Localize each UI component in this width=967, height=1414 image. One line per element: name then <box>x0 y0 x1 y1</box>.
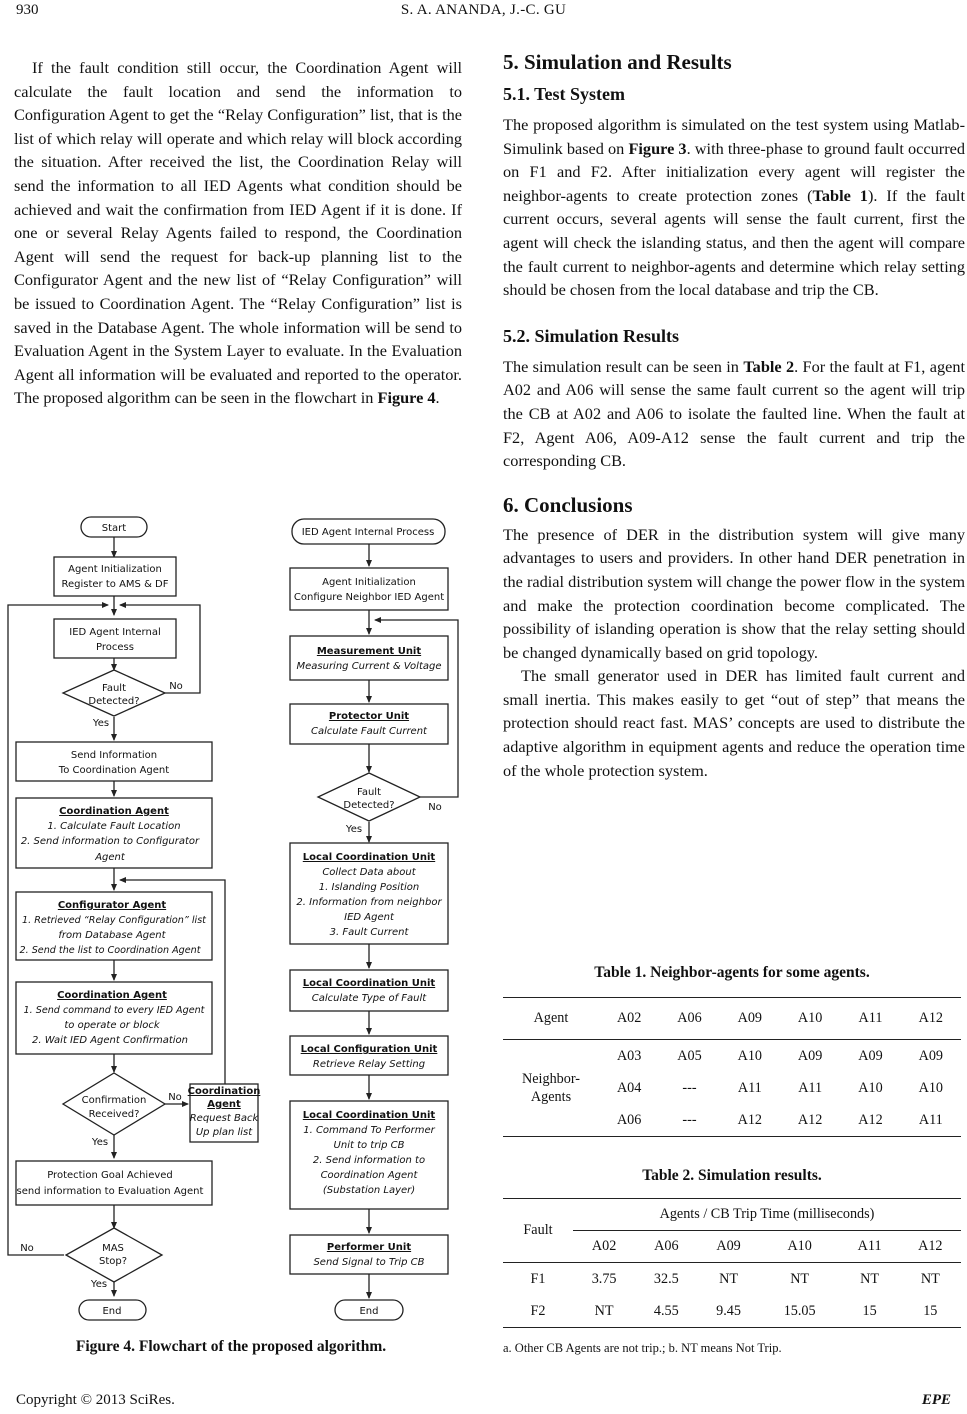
table-1-block <box>503 964 961 1137</box>
right-start-node <box>292 519 445 544</box>
table-2-col: A11 <box>840 1231 900 1263</box>
configurator-line3: 2. Send the list to Coordination Agent <box>19 945 201 956</box>
measurement-title: Measurement Unit <box>316 646 422 657</box>
left-init-box <box>54 557 176 596</box>
left-start-node <box>81 517 147 537</box>
table-2-footnote: a. Other CB Agents are not trip.; b. NT means Not Trip. <box>503 1341 782 1355</box>
table-cell: 3.75 <box>591 1270 617 1287</box>
section-6-paragraph-1: The presence of DER in the distribution system will give many advantages to users and providers. In other hand DER penetration in the radial distribution system will change the power flow in the system and make the protection coordination become complicated. The possibility of islanding operation is show that the relay setting should be changed dynamically based on grid topology. <box>503 524 965 662</box>
table-cell: 32.5 <box>653 1270 679 1287</box>
left-end-label: End <box>102 1306 122 1317</box>
left-paragraph-text: If the fault condition still occur, the Coordination Agent will calculate the fault location and send the information to Configuration Agent to get the “Relay Configuration” list, that is the list of which relay will operate and which relay will block according the situation. After received the list, the Coordination Relay will send the information to all IED Agents what condition should be achieved and wait the confirmation from IED Agent if it is done. If one or several Relay Agents failed to respond, the Coordination Agent will send the request for back-up planning list to the Configurator Agent and the new list of “Relay Configuration” will be issued to Coordination Agent. The “Relay Configuration” list is saved in the Database Agent. The whole information will be send to Evaluation Agent in the System Layer to evaluate. In the Evaluation Agent all information will be evaluated and reported to the operator. The proposed algorithm can be seen in the flowchart in <box>14 58 462 408</box>
coord2-title: Coordination Agent <box>57 990 167 1001</box>
table-2-col: A02 <box>573 1231 635 1263</box>
lcu3-line3: 2. Send information to <box>312 1155 426 1166</box>
table-cell: --- <box>682 1111 697 1128</box>
table-cell: A06 <box>616 1111 642 1128</box>
protector-line1: Calculate Fault Current <box>311 726 427 737</box>
left-fault-line2: Detected? <box>88 696 140 707</box>
right-fault-line2: Detected? <box>343 800 395 811</box>
table-row <box>503 1263 961 1295</box>
table-2-col: A12 <box>900 1231 961 1263</box>
lcu3-title: Local Coordination Unit <box>302 1110 436 1121</box>
table-row <box>503 1199 961 1231</box>
table-cell: NT <box>719 1270 738 1287</box>
configurator-line1: 1. Retrieved “Relay Configuration” list <box>22 915 206 926</box>
goal-line2: send information to Evaluation Agent <box>16 1186 204 1197</box>
left-init-line2: Register to AMS & DF <box>61 579 169 590</box>
section-5-1-paragraph <box>503 113 965 302</box>
table-1-col: A10 <box>780 998 840 1040</box>
table-cell: 15 <box>923 1302 938 1319</box>
table-2-col: A06 <box>635 1231 697 1263</box>
mas-yes-label: Yes <box>90 1279 108 1290</box>
right-end-label: End <box>359 1306 379 1317</box>
lconf-line1: Retrieve Relay Setting <box>312 1059 426 1070</box>
table-2-fault-header: Fault <box>503 1199 573 1263</box>
table-cell: F2 <box>530 1302 546 1319</box>
table-cell: --- <box>682 1079 697 1096</box>
lcu3-line1: 1. Command To Performer <box>303 1125 435 1136</box>
left-fault-no-label: No <box>169 681 183 692</box>
table-row <box>503 1040 961 1072</box>
left-start-label: Start <box>101 523 127 534</box>
coordination-agent-box-1 <box>16 798 212 868</box>
backup-line2: Up plan list <box>195 1127 253 1138</box>
coord1-title: Coordination Agent <box>59 806 169 817</box>
right-fault-yes-label: Yes <box>345 824 363 835</box>
table-1-col: A11 <box>840 998 900 1040</box>
lcu1-line5: 3. Fault Current <box>329 927 409 938</box>
section-6-heading: 6. Conclusions <box>503 492 633 517</box>
table-1-col: A02 <box>599 998 659 1040</box>
table-1 <box>503 997 961 1137</box>
table-cell: A09 <box>797 1047 823 1064</box>
left-fault-yes-label: Yes <box>92 718 110 729</box>
section-5-heading: 5. Simulation and Results <box>503 50 732 74</box>
table-2-group-header: Agents / CB Trip Time (milliseconds) <box>573 1199 961 1231</box>
table-row <box>503 1295 961 1327</box>
left-paragraph-end: . <box>435 388 440 408</box>
running-header-authors: S. A. ANANDA, J.-C. GU <box>400 2 567 18</box>
coord1-line1: 1. Calculate Fault Location <box>47 821 181 832</box>
local-coordination-unit-box-1 <box>290 843 448 944</box>
coord1-line3: Agent <box>95 852 125 863</box>
table-cell: 15 <box>862 1302 877 1319</box>
lcu3-line2: Unit to trip CB <box>333 1140 405 1151</box>
table-1-caption: Table 1. Neighbor-agents for some agents. <box>594 964 870 981</box>
backup-line1: Request Back <box>189 1113 259 1124</box>
backup-title1: Coordination <box>187 1086 261 1097</box>
table-cell: 9.45 <box>716 1302 741 1319</box>
left-fault-decision <box>63 670 165 716</box>
copyright-footer: Copyright © 2013 SciRes. <box>16 1392 175 1408</box>
confirm-line1: Confirmation <box>81 1095 147 1106</box>
table-cell: A12 <box>797 1111 823 1128</box>
s51-text-1: The proposed algorithm is simulated on the test system using Matlab-Simulink based on <box>503 115 965 158</box>
performer-unit-box <box>290 1235 448 1274</box>
confirm-line2: Received? <box>88 1109 140 1120</box>
lcu1-line3: 2. Information from neighbor <box>296 897 442 908</box>
right-end-node <box>335 1300 403 1320</box>
table-cell: A12 <box>858 1111 883 1128</box>
coord2-line3: 2. Wait IED Agent Confirmation <box>31 1035 189 1046</box>
table-1-header-agent: Agent <box>503 998 599 1040</box>
goal-line1: Protection Goal Achieved <box>47 1170 173 1181</box>
journal-abbreviation: EPE <box>921 1392 951 1408</box>
table-1-row-label: Neighbor-Agents <box>521 1071 581 1105</box>
lconf-title: Local Configuration Unit <box>300 1044 438 1055</box>
right-start-label: IED Agent Internal Process <box>301 527 435 538</box>
table-cell: 15.05 <box>783 1302 816 1319</box>
protection-goal-box <box>16 1161 212 1205</box>
left-end-node <box>79 1300 146 1320</box>
measurement-unit-box <box>290 636 448 680</box>
table-2-col: A10 <box>760 1231 840 1263</box>
table-cell: A10 <box>737 1047 763 1064</box>
configurator-title: Configurator Agent <box>57 900 167 911</box>
coord2-line2: to operate or block <box>64 1020 160 1031</box>
table-cell: A11 <box>918 1111 943 1128</box>
send-info-box <box>16 742 212 781</box>
section-6-paragraph-2: The small generator used in DER has limited fault current and small inertia. This makes easily to get “out of step” that means the protection should react fast. MAS’ concepts are used to distribute the adaptive algorithm in equipment agents and reduce the operation time of the whole protection system. <box>503 666 965 780</box>
table-cell: A10 <box>918 1079 944 1096</box>
coord2-line1: 1. Send command to every IED Agent <box>23 1005 205 1016</box>
send-info-line2: To Coordination Agent <box>58 765 170 776</box>
figure-4-reference[interactable]: Figure 4 <box>377 388 436 408</box>
right-fault-decision <box>318 773 420 821</box>
performer-title: Performer Unit <box>326 1242 412 1253</box>
lcu1-title: Local Coordination Unit <box>302 852 436 863</box>
table-1-col: A06 <box>659 998 719 1040</box>
s52-text-1: The simulation result can be seen in <box>503 356 744 376</box>
right-fault-no-label: No <box>428 802 442 813</box>
backup-request-box <box>188 1084 261 1142</box>
mas-line2: Stop? <box>98 1256 128 1267</box>
table-cell: A12 <box>737 1111 763 1128</box>
table-cell: NT <box>594 1302 614 1319</box>
table-2-col: A09 <box>697 1231 759 1263</box>
measurement-line1: Measuring Current & Voltage <box>296 661 442 672</box>
right-init-line1: Agent Initialization <box>322 577 416 588</box>
section-5-1-heading: 5.1. Test System <box>503 84 626 104</box>
right-column <box>503 50 965 782</box>
table-2-block <box>503 1167 961 1328</box>
table-cell: NT <box>790 1270 810 1287</box>
left-init-line1: Agent Initialization <box>68 564 162 575</box>
backup-title2: Agent <box>207 1099 241 1110</box>
ied-process-line1: IED Agent Internal <box>69 627 161 638</box>
local-coordination-unit-box-2 <box>290 970 448 1011</box>
s52-text-2: . For the fault at F1, agent A02 and A06 will sense the same fault current so the agent will trip the CB at A02 and A06 to isolate the faulted line. When the fault at F2, Agent A06, A09-A12 sense the fault current and trip the corresponding CB. <box>503 356 965 471</box>
protector-unit-box <box>290 704 448 744</box>
ied-process-box <box>54 619 176 658</box>
lcu2-line1: Calculate Type of Fault <box>311 993 427 1004</box>
table-cell: A11 <box>737 1079 762 1096</box>
mas-no-label: No <box>20 1243 34 1254</box>
figure-caption: Figure 4. Flowchart of the proposed algorithm. <box>75 1338 387 1355</box>
send-info-line1: Send Information <box>70 750 158 761</box>
table-row <box>503 998 961 1040</box>
confirm-yes-label: Yes <box>91 1137 109 1148</box>
coord1-line2: 2. Send information to Configurator <box>20 836 200 847</box>
table-cell: A10 <box>858 1079 883 1096</box>
flowchart-figure <box>0 500 470 1330</box>
confirmation-decision <box>63 1073 165 1135</box>
configurator-line2: from Database Agent <box>58 930 166 941</box>
table-1-col: A12 <box>901 998 961 1040</box>
table-cell: A03 <box>616 1047 642 1064</box>
lcu1-line1: Collect Data about <box>322 867 416 878</box>
lcu1-line2: 1. Islanding Position <box>318 882 420 893</box>
lcu3-line5: (Substation Layer) <box>322 1185 416 1196</box>
table-cell: F1 <box>530 1270 546 1287</box>
table-cell: A09 <box>858 1047 883 1064</box>
section-5-2-paragraph <box>503 355 965 473</box>
lcu3-line4: Coordination Agent <box>320 1170 418 1181</box>
mas-line1: MAS <box>102 1243 124 1254</box>
table-cell: A09 <box>918 1047 944 1064</box>
s51-text-3: ). If the fault current occurs, several agents will sense the fault current, first the agent will check the islanding status, and then the agent will compare the fault current to neighbor-agents and determine which relay setting should be chosen from the local database and trip the CB. <box>503 185 965 300</box>
right-fault-line1: Fault <box>357 787 381 798</box>
coordination-agent-box-2 <box>16 982 212 1054</box>
table-cell: A04 <box>616 1079 642 1096</box>
table-1-col: A09 <box>720 998 780 1040</box>
configurator-agent-box <box>16 892 212 960</box>
performer-line1: Send Signal to Trip CB <box>313 1257 425 1268</box>
left-paragraph <box>14 56 462 410</box>
local-coordination-unit-box-3 <box>290 1101 448 1209</box>
page-number: 930 <box>16 2 39 18</box>
local-configuration-unit-box <box>290 1036 448 1075</box>
left-fault-line1: Fault <box>102 683 126 694</box>
ied-process-line2: Process <box>96 642 134 653</box>
left-column <box>14 56 462 410</box>
table-cell: A05 <box>677 1047 702 1064</box>
confirm-no-label: No <box>168 1092 182 1103</box>
table-cell: NT <box>860 1270 880 1287</box>
right-init-line2: Configure Neighbor IED Agent <box>293 592 445 603</box>
lcu1-line4: IED Agent <box>344 912 394 923</box>
table-cell: A11 <box>798 1079 823 1096</box>
section-5-2-heading: 5.2. Simulation Results <box>503 325 680 346</box>
s51-text-2: . with three-phase to ground fault occurred on F1 and F2. After initialization every agent will register the neighbor-agents to create protection zones ( <box>503 138 965 205</box>
table-2-caption: Table 2. Simulation results. <box>642 1167 822 1184</box>
lcu2-title: Local Coordination Unit <box>302 978 436 989</box>
table-1-reference[interactable]: Table 1 <box>812 185 868 205</box>
figure-3-reference[interactable]: Figure 3 <box>628 138 687 158</box>
table-2-reference[interactable]: Table 2 <box>743 356 795 376</box>
table-2 <box>503 1198 961 1328</box>
right-init-box <box>290 568 448 610</box>
table-cell: 4.55 <box>653 1302 679 1319</box>
protector-title: Protector Unit <box>328 711 410 722</box>
table-cell: NT <box>920 1270 940 1287</box>
mas-stop-decision <box>66 1228 162 1282</box>
